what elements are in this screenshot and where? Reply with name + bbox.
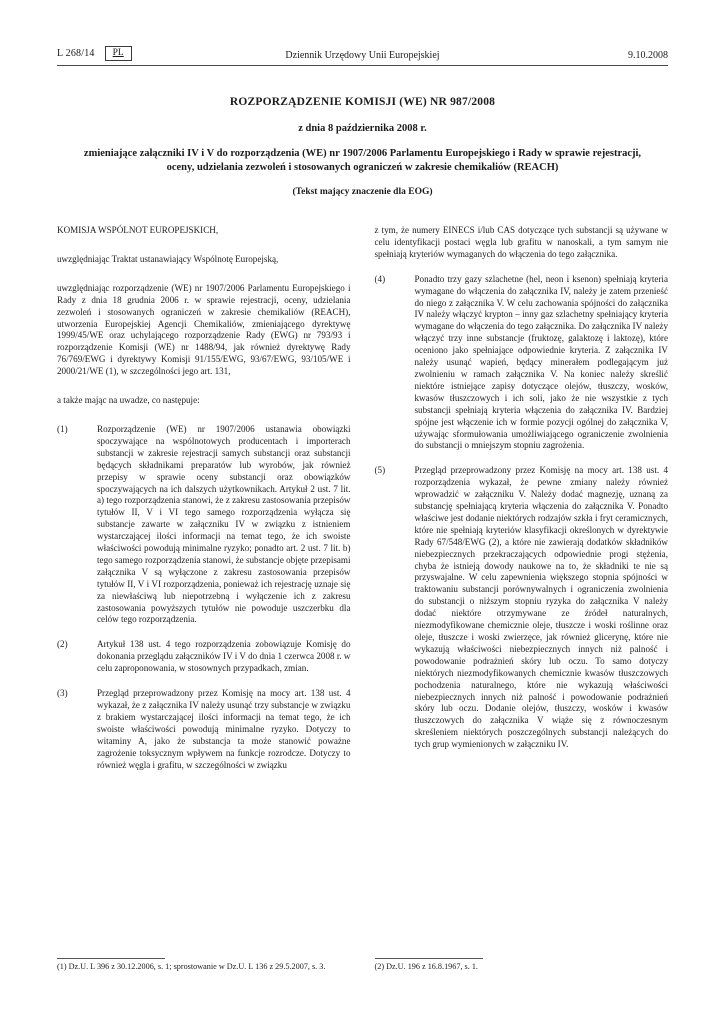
journal-title: Dziennik Urzędowy Unii Europejskiej [285, 50, 440, 61]
recital-4 [375, 274, 669, 453]
regulation-title: ROZPORZĄDZENIE KOMISJI (WE) NR 987/2008 [229, 96, 496, 108]
recital-3-continuation: z tym, że numery EINECS i/lub CAS dotyczące tych substancji są używane w celu identyfikacji postaci węgla lub grafitu w nanoskali, a tym samym nie spełniają kryteriów wymaganych do włączenia do tego załącznika. [374, 225, 668, 259]
recital-text: Przegląd przeprowadzony przez Komisję na mocy art. 138 ust. 4 wykazał, że z załącznika IV należy usunąć trzy substancje w związku z brakiem wystarczającej ilości informacji na temat tego, że ich swoiste właściwości powodują minimalne ryzyko. Dotyczy to witaminy A, jako że substancja ta może stanowić poważne zagrożenie toksycznym wpływem na funkcje rozrodcze. Dotyczy to również węgla i grafitu, w szczególności w związku [97, 688, 351, 770]
page-reference: L 268/14 [57, 48, 95, 59]
commission-line: KOMISJA WSPÓLNOT EUROPEJSKICH, [57, 225, 219, 235]
recital-number: (2) [57, 639, 68, 650]
left-column [57, 225, 351, 990]
recital-1 [57, 424, 351, 626]
header-date: 9.10.2008 [628, 50, 668, 61]
recital-text: Ponadto trzy gazy szlachetne (hel, neon i ksenon) spełniają kryteria wymagane do włączenia do załącznika IV, należy je zatem przenieść do niego z załącznika V. W celu zachowania spójności do załącznika IV należy włączyć krypton – inny gaz szlachetny spełniający kryteria wymagane do włączenia do tego załącznika. Do załącznika IV należy włączyć trzy inne substancje (fruktozę, galaktozę i laktozę), które oceniono jako spełniające odpowiednie kryteria. Z załącznika IV należy usunąć wapień, będący minerałem podlegającym już zwolnieniu w ramach załącznika V. Na koniec należy skreślić niektóre istniejące zapisy dotyczące olejów, tłuszczy, wosków, kwasów tłuszczowych i ich soli, jako że nie wszystkie z tych substancji spełniają kryteria włączenia do załącznika IV. Bardziej spójne jest włączenie ich w formie pozycji ogólnej do załącznika V, używając sformułowania umożliwiającego ograniczenie zwolnienia do substancji o mniejszym stopniu zagrożenia. [414, 273, 668, 451]
title-block [57, 96, 668, 197]
whereas-line: a także mając na uwadze, co następuje: [57, 395, 200, 406]
footnote-rule [375, 958, 483, 959]
eea-relevance-note: (Tekst mający znaczenie dla EOG) [292, 187, 433, 197]
footnote-1 [57, 958, 351, 990]
footnote-rule [57, 958, 165, 959]
header-rule [57, 65, 668, 66]
language-badge: PL [105, 46, 132, 61]
recital-2 [57, 639, 351, 675]
recital-number: (5) [374, 465, 386, 476]
recital-text: Przegląd przeprowadzony przez Komisję na mocy art. 138 ust. 4 rozporządzenia wykazał, że pewne zmiany należy również wprowadzić w załączniku V. Należy dodać magnezję, uznaną za substancję spełniającą kryteria włączenia do załącznika V. Ponadto właściwe jest dodanie niektórych rodzajów szkła i fryt ceramicznych, które nie spełniają kryteriów klasyfikacji określonych w dyrektywie Rady 67/548/EWG (2), a które nie zawierają dodatków składników niebezpiecznych przekraczających odpowiednie progi stężenia, chyba że istnieją dowody naukowe na to, że składniki te nie są przyswajalne. W celu zapewnienia większego stopnia spójności w traktowaniu substancji porównywalnych i ograniczenia zwolnienia do substancji o niższym stopniu ryzyka do załącznika V należy dodać niektóre otrzymywane ze źródeł naturalnych, niezmodyfikowane chemicznie oleje, tłuszcze i woski roślinne oraz oleje, tłuszcze i woski zwierzęce, jak również glicerynę, które nie wykazują właściwości niebezpiecznych innych niż palność i powodowanie podrażnień skóry lub oczu. To samo dotyczy niektórych niezmodyfikowanych chemicznie kwasów tłuszczowych pochodzenia naturalnego, które nie wykazują właściwości niebezpiecznych innych niż palność i powodowanie podrażnień skóry lub oczu. Dodanie olejów, tłuszczy, wosków i kwasów tłuszczowych do załącznika V wiąże się z równoczesnym skreśleniem niektórych poszczególnych substancji należących do tych grup wymienionych w załączniku IV. [414, 465, 668, 750]
treaty-line: uwzględniając Traktat ustanawiający Wspólnotę Europejską, [57, 253, 279, 264]
recital-5 [375, 465, 669, 751]
recital-text: Artykuł 138 ust. 4 tego rozporządzenia zobowiązuje Komisję do dokonania przeglądu załączników IV i V do dnia 1 czerwca 2008 r. w celu zaproponowania, w stosownych przypadkach, zmian. [97, 639, 351, 674]
header-left [57, 46, 207, 61]
recital-number: (4) [374, 273, 386, 284]
recital-text: Rozporządzenie (WE) nr 1907/2006 ustanawia obowiązki spoczywające na wspólnotowych producentach i importerach substancji w zakresie rejestracji samych substancji oraz substancji będących składnikami preparatów lub wyrobów, jak również przepisy w sprawie oceny substancji oraz obowiązków spoczywających na ich dalszych użytkownikach. Artykuł 2 ust. 7 lit. a) tego rozporządzenia stanowi, że z zakresu zastosowania przepisów tytułów II, V i VI tego samego rozporządzenia wyłącza się substancje zawarte w załączniku IV w związku z istnieniem wystarczającej ilości informacji na temat tego, że ich swoiste właściwości powodują minimalne ryzyko; ponadto art. 2 ust. 7 lit. b) tego samego rozporządzenia stanowi, że substancje objęte przepisami załącznika V są wyłączone z zakresu zastosowania przepisów tytułów II, V i VI rozporządzenia, ponieważ ich rejestrację uznaje się za niewłaściwą lub niepotrzebną i wyłączenie ich z zakresu zastosowania powyższych tytułów nie powoduje uszczerbku dla celów tego rozporządzenia. [97, 423, 351, 625]
footnote-text: (1) Dz.U. L 396 z 30.12.2006, s. 1; sprostowanie w Dz.U. L 136 z 29.5.2007, s. 3. [57, 962, 326, 971]
recital-3 [57, 688, 351, 771]
footnote-2 [375, 958, 669, 990]
footnote-text: (2) Dz.U. 196 z 16.8.1967, s. 1. [374, 962, 478, 971]
recital-number: (3) [57, 688, 68, 699]
body-columns [57, 225, 668, 990]
regulation-date-line: z dnia 8 października 2008 r. [298, 123, 427, 134]
recital-number: (1) [57, 423, 68, 434]
regulation-subject: zmieniające załączniki IV i V do rozporządzenia (WE) nr 1907/2006 Parlamentu Europejskiego i Rady w sprawie rejestracji, oceny, udzielania zezwoleń i stosowanych ograniczeń w zakresie chemikaliów (REACH) [83, 148, 642, 173]
page-header [57, 46, 668, 65]
right-column [375, 225, 669, 990]
legal-basis-paragraph: uwzględniając rozporządzenie (WE) nr 1907/2006 Parlamentu Europejskiego i Rady z dnia 18 grudnia 2006 r. w sprawie rejestracji, oceny, udzielania zezwoleń i stosowanych ograniczeń w zakresie chemikaliów (REACH), utworzenia Europejskiej Agencji Chemikaliów, zmieniającego dyrektywę 1999/45/WE oraz uchylającego rozporządzenie Rady (EWG) nr 793/93 i rozporządzenie Komisji (WE) nr 1488/94, jak również dyrektywę Rady 76/769/EWG i dyrektywy Komisji 91/155/EWG, 93/67/EWG, 93/105/WE i 2000/21/WE (1), w szczególności jego art. 131, [57, 282, 351, 377]
